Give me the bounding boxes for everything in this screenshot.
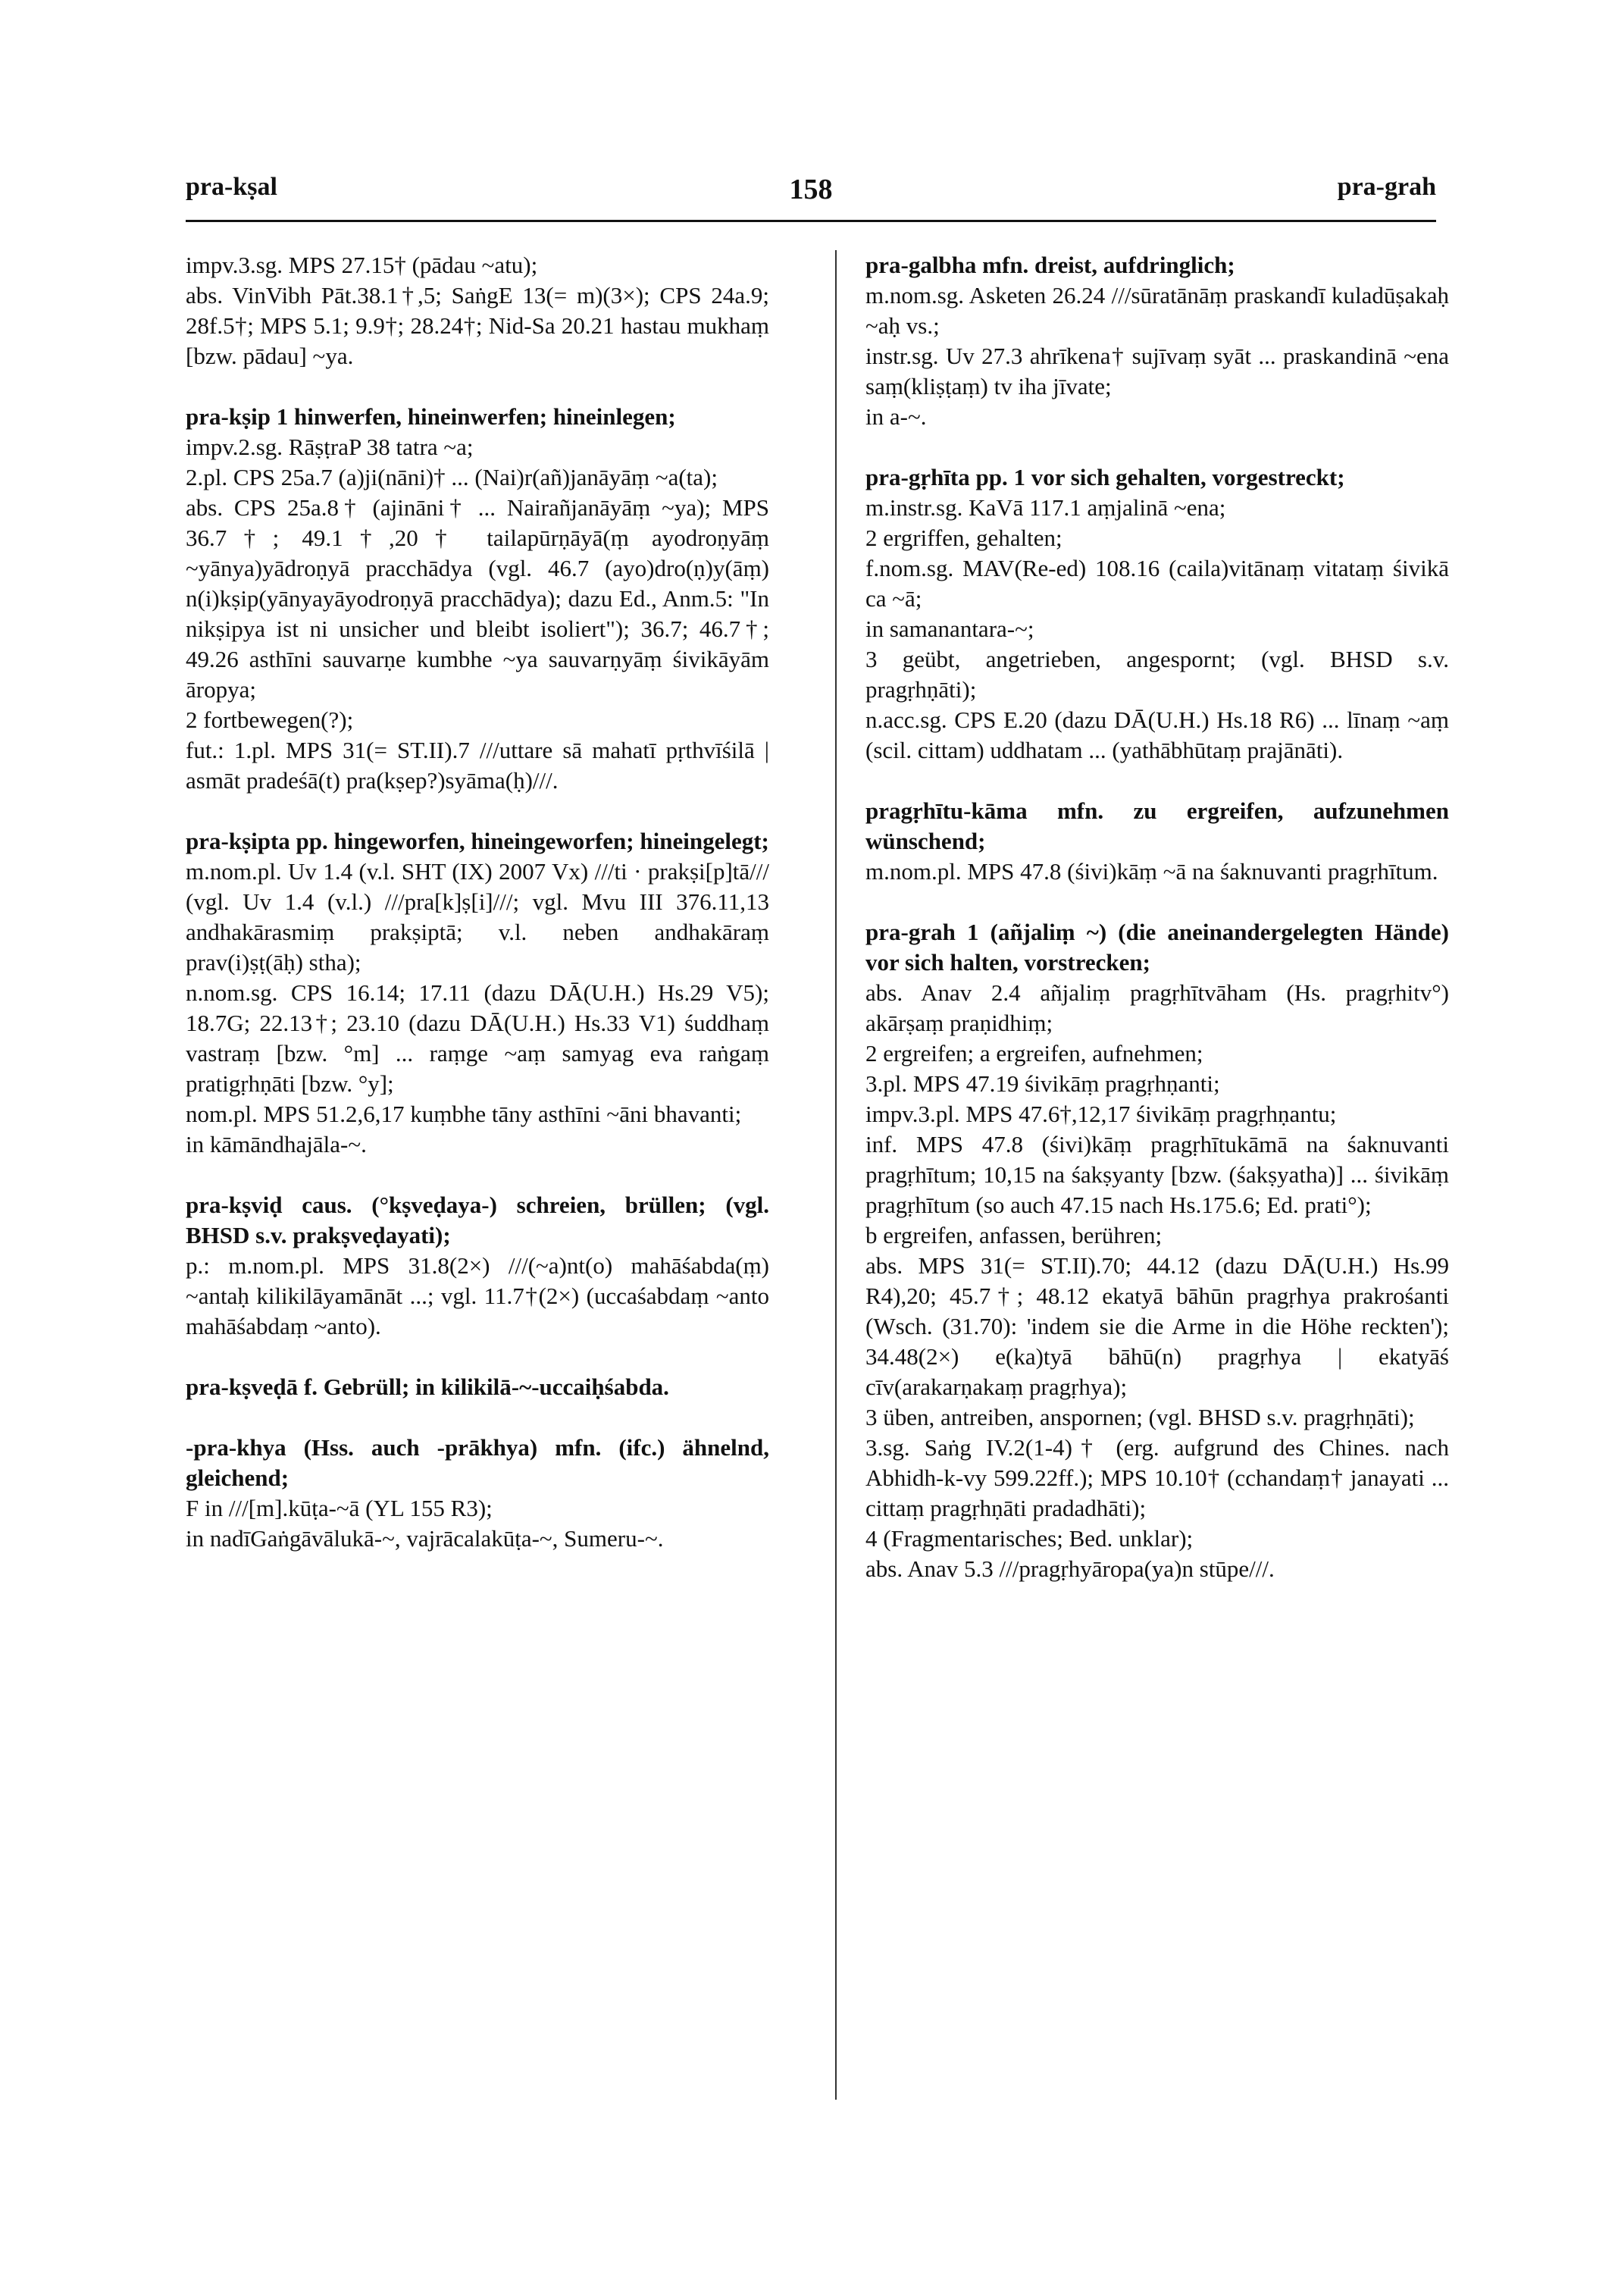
lemma-heading: pra-kṣveḍā f. Gebrüll; in kilikilā-~-uccaiḥśabda. (186, 1374, 669, 1400)
entry-line: abs. VinVibh Pāt.38.1†,5; SaṅgE 13(= m)(3×); CPS 24a.9; 28f.5†; MPS 5.1; 9.9†; 28.24†; Nid-Sa 20.21 hastau mukhaṃ [bzw. pādau] ~ya. (186, 282, 769, 369)
entry-line: m.nom.pl. MPS 47.8 (śivi)kāṃ ~ā na śaknuvanti pragṛhītum. (865, 858, 1438, 885)
entry-line: abs. CPS 25a.8† (ajināni† ... Nairañjanāyāṃ ~ya); MPS 36.7†; 49.1†,20† tailapūrṇāyā(ṃ ayodroṇyāṃ ~yānya)yādroṇyā pracchādya (vgl. 46.7 (ayo)dro(ṇ)y(āṃ) n(i)kṣip(yānyayāyodroṇyā pracchādya); dazu Ed., Anm.5: "In nikṣipya ist ni unsicher und bleibt isoliert"); 36.7; 46.7†; 49.26 asthīni sauvarṇe kumbhe ~ya sauvarṇyāṃ śivikāyām āropya; (186, 494, 769, 703)
lemma-heading: pra-grah 1 (añjaliṃ ~) (die aneinandergelegten Hände) vor sich halten, vorstrecken; (865, 919, 1449, 976)
entry-line: inf. MPS 47.8 (śivi)kāṃ pragṛhītukāmā na śaknuvanti pragṛhītum; 10,15 na śakṣyanty [bzw. (śakṣyatha)] ... śivikāṃ pragṛhītum (so auch 47.15 nach Hs.175.6; Ed. prati°); (865, 1131, 1449, 1218)
entry-line: impv.2.sg. RāṣṭraP 38 tatra ~a; (186, 434, 474, 460)
running-head-left: pra-kṣal (186, 173, 277, 201)
lemma-heading: pra-galbha mfn. dreist, aufdringlich; (865, 252, 1235, 278)
entry-line: 3 üben, antreiben, anspornen; (vgl. BHSD s.v. pragṛhṇāti); (865, 1404, 1415, 1430)
left-column (186, 250, 769, 1554)
lemma-heading: -pra-khya (Hss. auch -prākhya) mfn. (ifc.) ähnelnd, gleichend; (186, 1434, 769, 1491)
entry-line: b ergreifen, anfassen, berühren; (865, 1222, 1163, 1248)
running-head-right: pra-grah (1337, 173, 1436, 201)
entry-line: 3.sg. Saṅg IV.2(1-4)† (erg. aufgrund des Chines. nach Abhidh-k-vy 599.22ff.); MPS 10.10† (cchandaṃ† janayati ... cittaṃ pragṛhṇāti pradadhāti); (865, 1434, 1449, 1521)
entry-line: n.nom.sg. CPS 16.14; 17.11 (dazu DĀ(U.H.) Hs.29 V5); 18.7G; 22.13†; 23.10 (dazu DĀ(U.H.) Hs.33 V1) śuddhaṃ vastraṃ [bzw. °m] ... raṃge ~aṃ samyag eva raṅgaṃ pratigṛhṇāti [bzw. °y]; (186, 979, 769, 1097)
entry-line: p.: m.nom.pl. MPS 31.8(2×) ///(~a)nt(o) mahāśabda(ṃ) ~antaḥ kilikilāyamānāt ...; vgl. 11.7†(2×) (uccaśabdaṃ ~anto mahāśabdaṃ ~anto). (186, 1252, 769, 1339)
entry-line: 2.pl. CPS 25a.7 (a)ji(nāni)† ... (Nai)r(añ)janāyāṃ ~a(ta); (186, 464, 718, 490)
entry-line: 2 ergriffen, gehalten; (865, 525, 1062, 551)
entry-line: impv.3.sg. MPS 27.15† (pādau ~atu); (186, 252, 538, 278)
entry-line: 3.pl. MPS 47.19 śivikāṃ pragṛhṇanti; (865, 1070, 1220, 1097)
entry-line: fut.: 1.pl. MPS 31(= ST.II).7 ///uttare sā mahatī pṛthvīśilā | asmāt pradeśā(t) pra(kṣep?)syāma(ḥ)///. (186, 737, 769, 794)
right-column (865, 250, 1449, 1584)
entry-line: in nadīGaṅgāvālukā-~, vajrācalakūṭa-~, Sumeru-~. (186, 1525, 664, 1552)
header-rule (186, 220, 1436, 222)
entry-line: abs. Anav 5.3 ///pragṛhyāropa(ya)n stūpe///. (865, 1555, 1275, 1582)
entry-line: 2 fortbewegen(?); (186, 706, 354, 733)
lemma-heading: pra-kṣip 1 hinwerfen, hineinwerfen; hineinlegen; (186, 403, 676, 430)
column-divider (835, 250, 837, 2100)
lemma-heading: pra-gṛhīta pp. 1 vor sich gehalten, vorgestreckt; (865, 464, 1345, 490)
entry-line: instr.sg. Uv 27.3 ahrīkena† sujīvaṃ syāt ... praskandinā ~ena saṃ(kliṣṭaṃ) tv iha jīvate; (865, 343, 1449, 399)
entry-line: m.nom.sg. Asketen 26.24 ///sūratānāṃ praskandī kuladūṣakaḥ ~aḥ vs.; (865, 282, 1449, 339)
entry-line: m.instr.sg. KaVā 117.1 aṃjalinā ~ena; (865, 494, 1226, 521)
entry-line: 3 geübt, angetrieben, angespornt; (vgl. BHSD s.v. pragṛhṇāti); (865, 646, 1449, 703)
entry-line: n.acc.sg. CPS E.20 (dazu DĀ(U.H.) Hs.18 R6) ... līnaṃ ~aṃ (scil. cittam) uddhatam ... (yathābhūtaṃ prajānāti). (865, 706, 1449, 763)
entry-line: impv.3.pl. MPS 47.6†,12,17 śivikāṃ pragṛhṇantu; (865, 1101, 1337, 1127)
entry-line: in a-~. (865, 403, 927, 430)
page-number: 158 (789, 174, 833, 205)
entry-line: in kāmāndhajāla-~. (186, 1131, 367, 1157)
entry-line: m.nom.pl. Uv 1.4 (v.l. SHT (IX) 2007 Vx) ///ti · prakṣi[p]tā/// (vgl. Uv 1.4 (v.l.) ///pra[k]ṣ[i]///; vgl. Mvu III 376.11,13 andhakārasmiṃ prakṣiptā; v.l. neben andhakāraṃ prav(i)ṣṭ(āḥ) stha); (186, 858, 769, 976)
entry-line: F in ///[m].kūṭa-~ā (YL 155 R3); (186, 1495, 493, 1521)
entry-line: f.nom.sg. MAV(Re-ed) 108.16 (caila)vitānaṃ vitataṃ śivikā ca ~ā; (865, 555, 1449, 612)
entry-line: 4 (Fragmentarisches; Bed. unklar); (865, 1525, 1194, 1552)
entry-line: abs. MPS 31(= ST.II).70; 44.12 (dazu DĀ(U.H.) Hs.99 R4),20; 45.7†; 48.12 ekatyā bāhūn pragṛhya prakrośanti (Wsch. (31.70): 'indem sie die Arme in die Höhe reckten'); 34.48(2×) e(ka)tyā bāhū(n) pragṛhya | ekatyāś cīv(arakarṇakaṃ pragṛhya); (865, 1252, 1449, 1400)
entry-line: nom.pl. MPS 51.2,6,17 kuṃbhe tāny asthīni ~āni bhavanti; (186, 1101, 742, 1127)
lemma-heading: pra-kṣipta pp. hingeworfen, hineingeworfen; hineingelegt; (186, 828, 769, 854)
entry-line: in samanantara-~; (865, 616, 1034, 642)
entry-line: 2 ergreifen; a ergreifen, aufnehmen; (865, 1040, 1203, 1067)
lemma-heading: pragṛhītu-kāma mfn. zu ergreifen, aufzunehmen wünschend; (865, 797, 1449, 854)
lemma-heading: pra-kṣviḍ caus. (°kṣveḍaya-) schreien, brüllen; (vgl. BHSD s.v. prakṣveḍayati); (186, 1192, 769, 1248)
entry-line: abs. Anav 2.4 añjaliṃ pragṛhītvāham (Hs. pragṛhitv°) akārṣaṃ praṇidhiṃ; (865, 979, 1449, 1036)
